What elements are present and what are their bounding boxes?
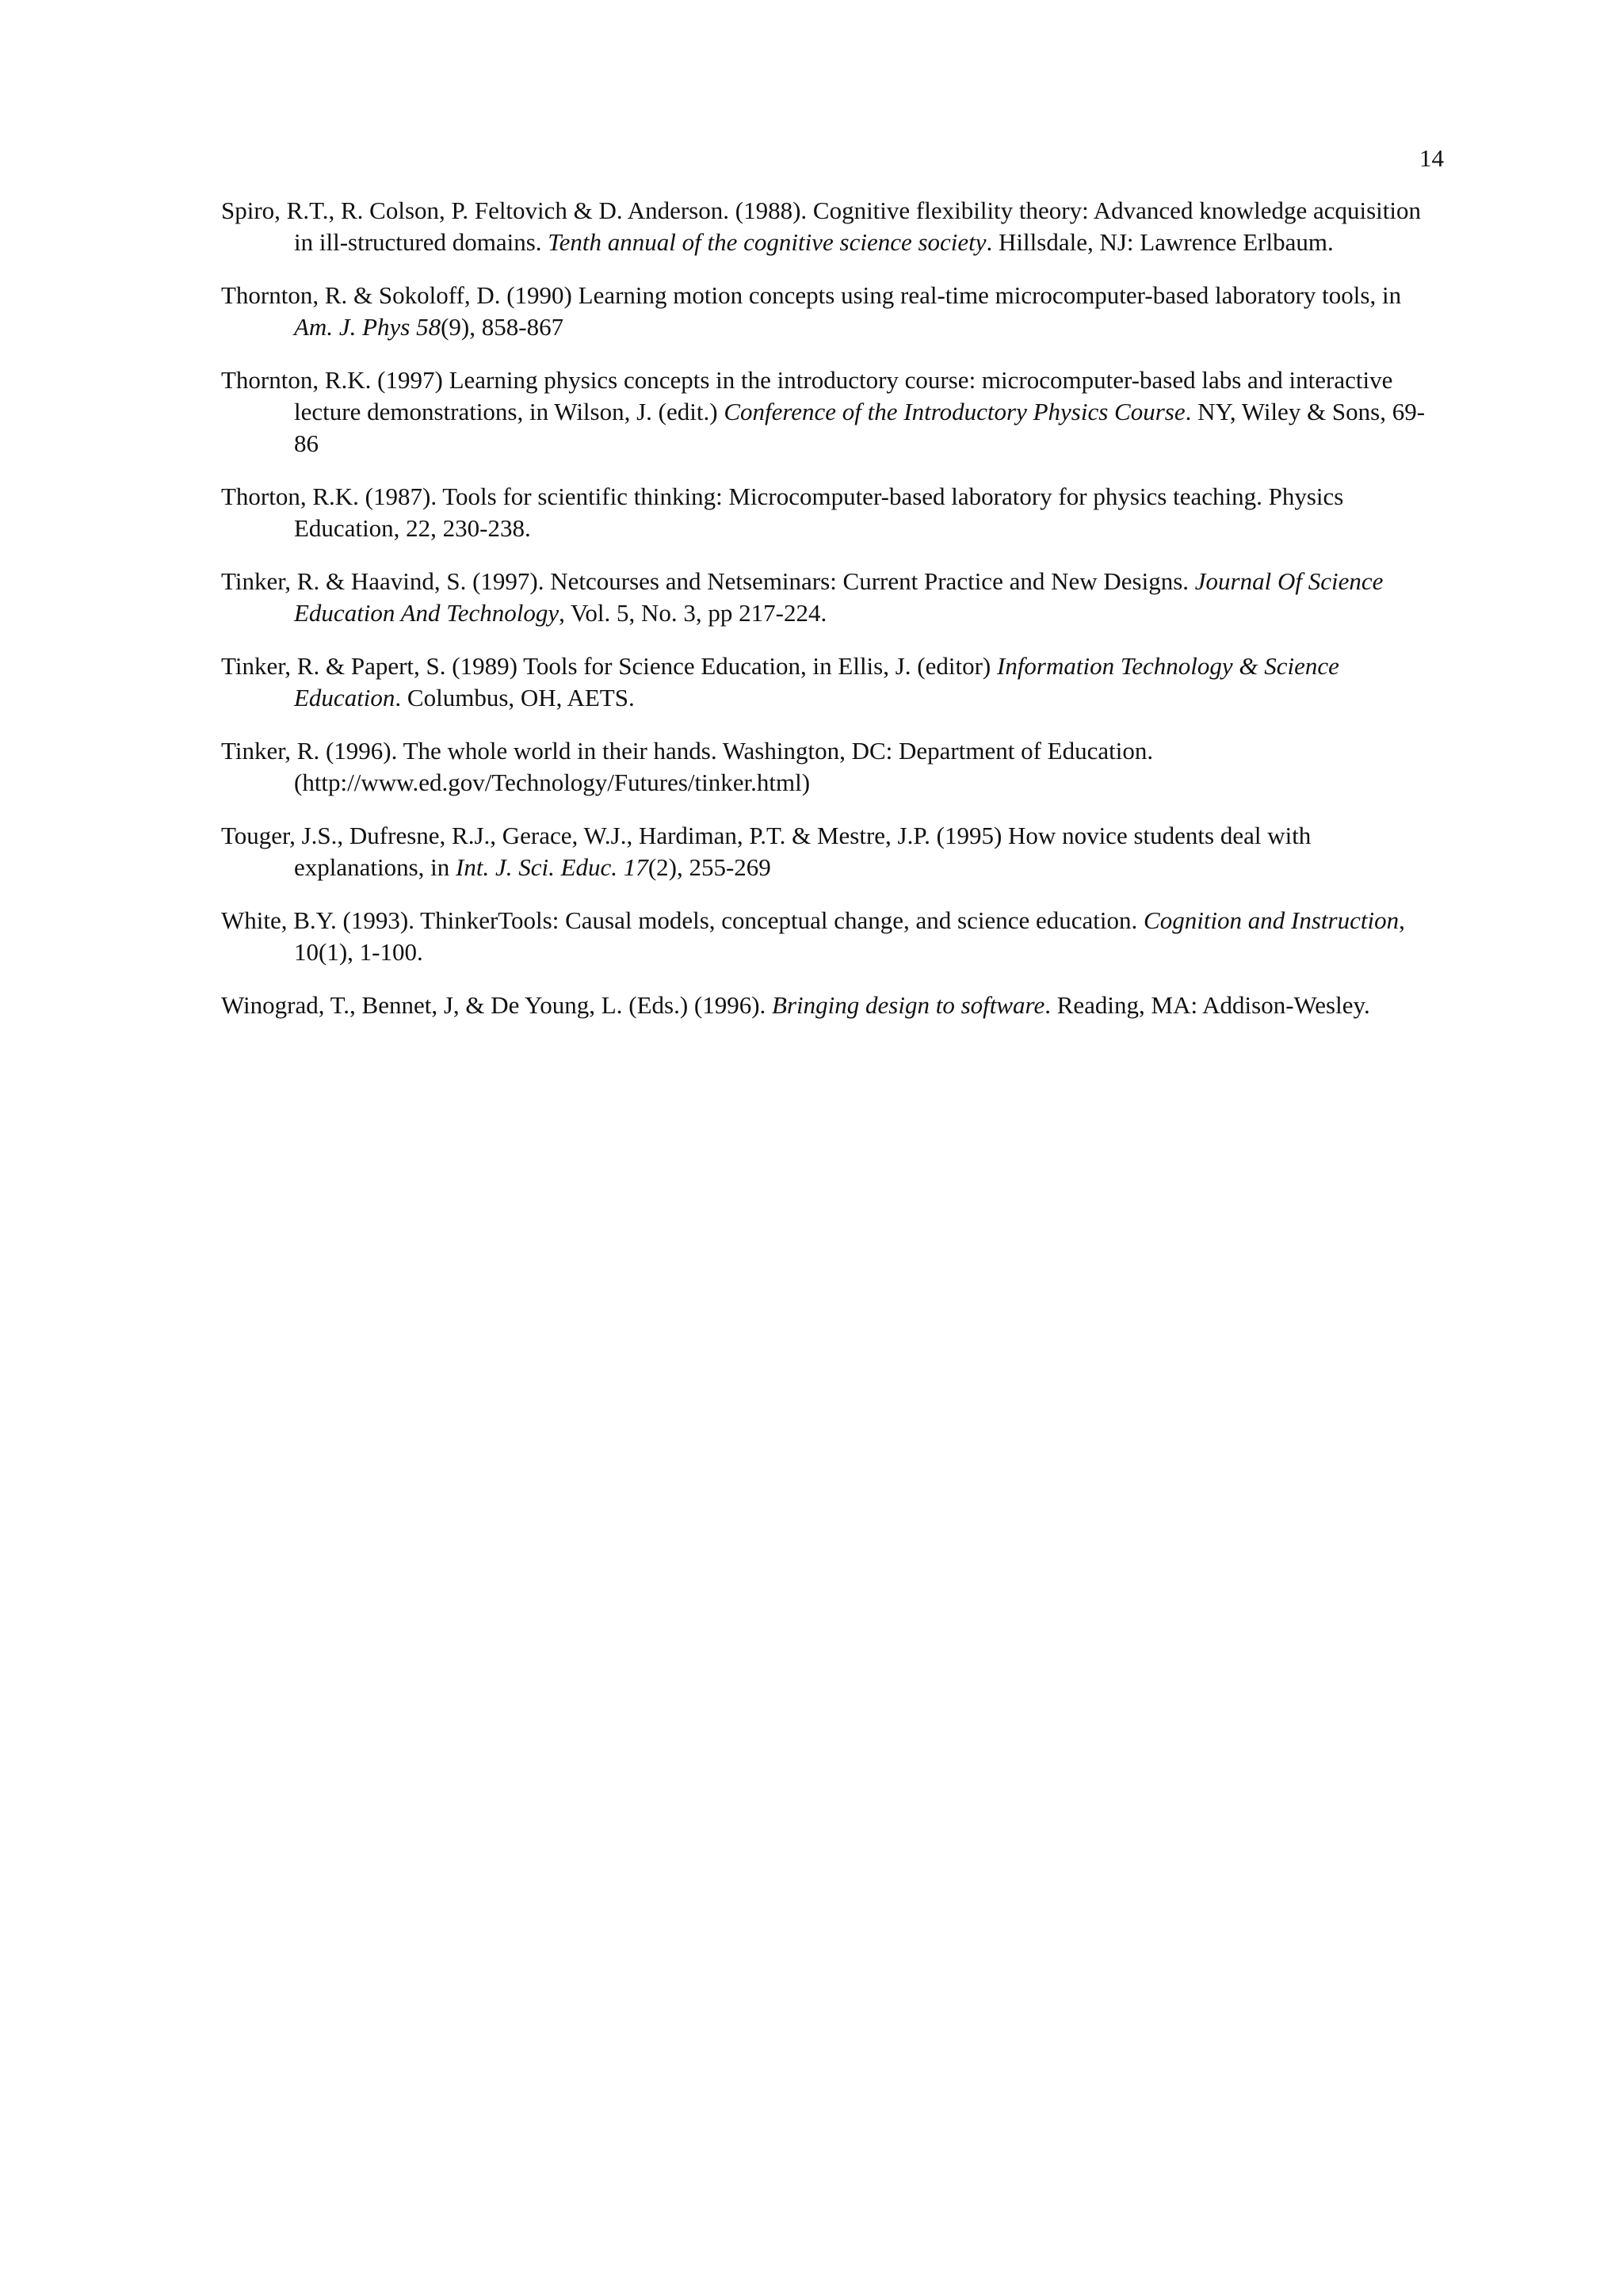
reference-details: . Columbus, OH, AETS.	[395, 684, 635, 711]
reference-title: Tenth annual of the cognitive science society	[541, 228, 987, 256]
reference-details: , Vol. 5, No. 3, pp 217-224.	[559, 599, 827, 627]
reference-text: Winograd, T., Bennet, J, & De Young, L. (Eds.) (1996).	[221, 991, 773, 1019]
reference-details: (9), 858-867	[441, 313, 564, 341]
reference-title: Int. J. Sci. Educ. 17	[456, 853, 648, 881]
reference-details: . Hillsdale, NJ: Lawrence Erlbaum.	[986, 228, 1334, 256]
reference-title: Am. J. Phys 58	[294, 313, 441, 341]
reference-entry	[221, 195, 1434, 258]
reference-entry	[221, 566, 1434, 629]
reference-details: (2), 255-269	[647, 853, 771, 881]
reference-title: Journal Of Science Education And Technology	[294, 567, 1384, 627]
reference-text: Touger, J.S., Dufresne, R.J., Gerace, W.J., Hardiman, P.T. & Mestre, J.P. (1995) How novice students deal with explanations, in	[221, 822, 1312, 881]
reference-text: Tinker, R. & Haavind, S. (1997). Netcourses and Netseminars: Current Practice and New Designs.	[221, 567, 1190, 595]
reference-text: White, B.Y. (1993). ThinkerTools: Causal models, conceptual change, and science education.	[221, 906, 1144, 934]
reference-title: Conference of the Introductory Physics Course	[724, 398, 1186, 425]
reference-details: , 10(1), 1-100.	[294, 906, 1405, 966]
reference-entry	[221, 280, 1434, 343]
reference-title: Bringing design to software	[772, 991, 1045, 1019]
reference-text: Thorton, R.K. (1987). Tools for scientific thinking: Microcomputer-based laboratory for physics teaching. Physics Education, 22, 230-238.	[221, 482, 1344, 542]
reference-entry	[221, 905, 1434, 968]
reference-title: Cognition and Instruction	[1144, 906, 1400, 934]
reference-entry	[221, 650, 1434, 714]
reference-entry	[221, 364, 1434, 460]
page-number: 14	[1419, 144, 1444, 172]
reference-title: Information Technology & Science Education	[294, 652, 1339, 711]
reference-entry	[221, 481, 1434, 544]
reference-entry	[221, 990, 1434, 1021]
reference-text: Thornton, R.K. (1997) Learning physics concepts in the introductory course: microcomputer-based labs and interactive lecture demonstrations, in Wilson, J. (edit.)	[221, 366, 1393, 425]
reference-entry	[221, 735, 1434, 799]
reference-text: Tinker, R. & Papert, S. (1989) Tools for Science Education, in Ellis, J. (editor)	[221, 652, 997, 680]
reference-text: Tinker, R. (1996). The whole world in their hands. Washington, DC: Department of Education. (http://www.ed.gov/Technology/Futures/tinker.html)	[221, 737, 1154, 796]
reference-entry	[221, 820, 1434, 883]
reference-list	[221, 195, 1434, 1043]
reference-text: Spiro, R.T., R. Colson, P. Feltovich & D. Anderson. (1988). Cognitive flexibility theory: Advanced knowledge acquisition in ill-structured domains.	[221, 196, 1421, 256]
reference-text: Thornton, R. & Sokoloff, D. (1990) Learning motion concepts using real-time microcomputer-based laboratory tools, in	[221, 281, 1402, 309]
reference-details: . Reading, MA: Addison-Wesley.	[1044, 991, 1370, 1019]
reference-details: . NY, Wiley & Sons, 69-86	[294, 398, 1426, 457]
